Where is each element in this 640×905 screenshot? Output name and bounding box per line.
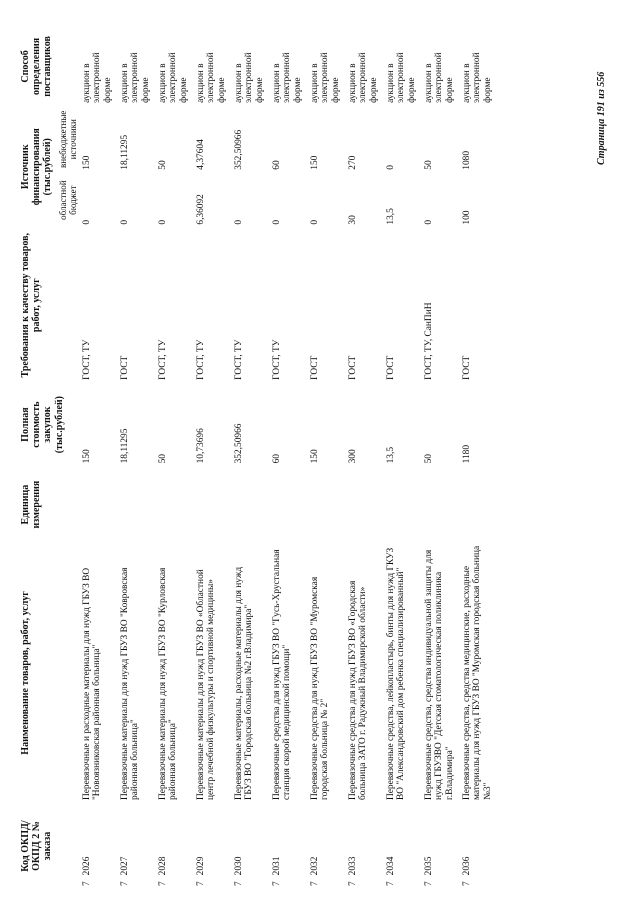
row-method: аукцион в электронной форме: [119, 52, 151, 103]
row-code: [156, 803, 194, 889]
row-regional-budget: 30: [347, 215, 358, 225]
row-regional-budget: 0: [423, 219, 434, 225]
row-extra-sources: 1080: [461, 150, 472, 170]
row-unit: [422, 466, 460, 542]
table-row: [270, 27, 308, 889]
table-row: [232, 27, 270, 889]
row-method: аукцион в электронной форме: [309, 52, 341, 103]
row-requirements: ГОСТ, ТУ: [157, 339, 168, 380]
header-total-cost: Полная стоимость закупок (тыс.рублей): [20, 396, 65, 454]
header-method: Способ определения поставщиков: [20, 36, 54, 97]
table-row: [80, 27, 118, 889]
row-method: аукцион в электронной форме: [81, 52, 113, 103]
row-code-prefix: 7: [271, 881, 282, 886]
row-name: Перевязочные средства для нужд ГБУЗ ВО «Городская больница ЗАТО г. Радужный Владимирской области»: [347, 580, 369, 801]
row-name: Перевязочные средства, средства индивидуальной защиты для нужд ГБУЗВО "Детская стоматологическая поликлиника г.Владимира": [423, 549, 455, 801]
row-requirements: ГОСТ, ТУ, СанПиН: [423, 302, 434, 380]
row-code-prefix: 7: [81, 881, 92, 886]
row-name: Перевязочные материалы для нужд ГБУЗ ВО "Ковровская районная больница": [119, 567, 141, 801]
row-method: аукцион в электронной форме: [423, 52, 455, 103]
row-unit: [156, 466, 194, 542]
row-extra-sources: 0: [385, 165, 396, 170]
row-method: аукцион в электронной форме: [347, 52, 379, 103]
row-regional-budget: 0: [271, 219, 282, 225]
table-row: [422, 27, 460, 889]
row-unit: [346, 466, 384, 542]
header-code: Код ОКПД/ ОКПД 2 № заказа: [20, 820, 54, 872]
row-unit: [308, 466, 346, 542]
row-name: Перевязочные материалы для нужд ГБУЗ ВО "Курловская районная больница": [157, 567, 179, 801]
row-code-number: 2028: [157, 856, 168, 876]
row-code: [194, 803, 232, 889]
row-unit: [194, 466, 232, 542]
row-method: аукцион в электронной форме: [461, 52, 493, 103]
row-code-number: 2033: [347, 856, 358, 876]
row-extra-sources: 18,11295: [119, 134, 130, 170]
row-extra-sources: 60: [271, 160, 282, 170]
row-unit: [460, 466, 498, 542]
table-body: [80, 27, 498, 889]
row-method: аукцион в электронной форме: [195, 52, 227, 103]
row-code: [308, 803, 346, 889]
table-row: [346, 27, 384, 889]
row-requirements: ГОСТ, ТУ: [271, 339, 282, 380]
row-total-cost: 50: [157, 454, 168, 464]
row-extra-sources: 150: [81, 155, 92, 170]
row-name: Перевязочные материалы, расходные материалы для нужд ГБУЗ ВО "Городская больница №2 г.Владимира": [233, 566, 255, 801]
row-extra-sources: 50: [423, 160, 434, 170]
row-extra-sources: 50: [157, 160, 168, 170]
row-name: Перевязочные средства для нужд ГБУЗ ВО "Гусь-Хрустальная станция скорой медицинской помощи": [271, 549, 293, 801]
row-method: аукцион в электронной форме: [271, 52, 303, 103]
row-code-number: 2036: [461, 856, 472, 876]
row-code-prefix: 7: [423, 881, 434, 886]
row-regional-budget: 100: [461, 210, 472, 225]
row-requirements: ГОСТ: [347, 355, 358, 380]
row-regional-budget: 6,36092: [195, 194, 206, 225]
row-code-number: 2029: [195, 856, 206, 876]
row-extra-sources: 4,37604: [195, 139, 206, 170]
table-row: [460, 27, 498, 889]
row-total-cost: 13,5: [385, 446, 396, 464]
row-total-cost: 60: [271, 454, 282, 464]
row-total-cost: 352,50966: [233, 423, 244, 464]
row-total-cost: 150: [309, 449, 320, 464]
row-regional-budget: 0: [119, 219, 130, 225]
row-regional-budget: 0: [309, 219, 320, 225]
row-code: [232, 803, 270, 889]
row-code-number: 2032: [309, 856, 320, 876]
row-method: аукцион в электронной форме: [385, 52, 417, 103]
row-unit: [232, 466, 270, 542]
header-extra-sources: внебюджетные источники: [57, 110, 78, 168]
row-total-cost: 10,73696: [195, 428, 206, 464]
row-unit: [80, 466, 118, 542]
table-row: [118, 27, 156, 889]
row-requirements: ГОСТ: [385, 355, 396, 380]
row-code-prefix: 7: [233, 881, 244, 886]
page-number: Страница 191 из 556: [596, 71, 607, 165]
row-extra-sources: 352,50966: [233, 129, 244, 170]
row-requirements: ГОСТ, ТУ: [81, 339, 92, 380]
row-code: [270, 803, 308, 889]
row-code-prefix: 7: [195, 881, 206, 886]
table-row: [308, 27, 346, 889]
procurement-table: [18, 27, 498, 889]
row-total-cost: 300: [347, 449, 358, 464]
row-requirements: ГОСТ, ТУ: [195, 339, 206, 380]
row-code-number: 2027: [119, 856, 130, 876]
row-code: [422, 803, 460, 889]
row-name: Перевязочные средства для нужд ГБУЗ ВО "Муромская городская больница № 2": [309, 576, 331, 801]
row-method: аукцион в электронной форме: [233, 52, 265, 103]
row-code: [460, 803, 498, 889]
row-extra-sources: 270: [347, 155, 358, 170]
header-requirements: Требования к качеству товаров, работ, услуг: [20, 232, 43, 378]
row-total-cost: 18,11295: [119, 428, 130, 464]
row-method: аукцион в электронной форме: [157, 52, 189, 103]
row-code-number: 2026: [81, 856, 92, 876]
row-code-prefix: 7: [157, 881, 168, 886]
row-requirements: ГОСТ: [309, 355, 320, 380]
row-regional-budget: 0: [81, 219, 92, 225]
row-code-prefix: 7: [309, 881, 320, 886]
row-total-cost: 150: [81, 449, 92, 464]
row-total-cost: 1180: [461, 444, 472, 464]
row-total-cost: 50: [423, 454, 434, 464]
header-regional-budget: областной бюджет: [57, 180, 78, 220]
row-code-prefix: 7: [461, 881, 472, 886]
table-row: [194, 27, 232, 889]
row-extra-sources: 150: [309, 155, 320, 170]
table-row: [384, 27, 422, 889]
row-code: [384, 803, 422, 889]
row-requirements: ГОСТ: [461, 355, 472, 380]
row-regional-budget: 0: [157, 219, 168, 225]
row-unit: [118, 466, 156, 542]
row-code: [80, 803, 118, 889]
table-row: [156, 27, 194, 889]
row-regional-budget: 13,5: [385, 208, 396, 225]
header-unit: Единица измерения: [20, 480, 43, 529]
row-code-prefix: 7: [119, 881, 130, 886]
row-code: [346, 803, 384, 889]
row-regional-budget: 0: [233, 219, 244, 225]
row-code-prefix: 7: [347, 881, 358, 886]
row-requirements: ГОСТ: [119, 355, 130, 380]
row-name: Перевязочные и расходные материалы для нужд ГБУЗ ВО "Новоязниковская районная больница": [81, 567, 103, 801]
row-requirements: ГОСТ, ТУ: [233, 339, 244, 380]
row-code-number: 2030: [233, 856, 244, 876]
row-unit: [384, 466, 422, 542]
row-code-number: 2031: [271, 856, 282, 876]
header-funding: Источник финансирования (тыс.рублей): [20, 128, 54, 206]
row-code-number: 2034: [385, 856, 396, 876]
row-code-number: 2035: [423, 856, 434, 876]
row-unit: [270, 466, 308, 542]
header-name: Наименование товаров, работ, услуг: [20, 591, 31, 755]
row-code-prefix: 7: [385, 881, 396, 886]
row-name: Перевязочные материалы для нужд ГБУЗ ВО «Областной центр лечебной физкультуры и спортивной медицины»: [195, 569, 217, 801]
row-name: Перевязочные средства, средства медицинские, расходные материалы для нужд ГБУЗ ВО "Муромская городская больница №3": [461, 545, 493, 801]
row-code: [118, 803, 156, 889]
row-name: Перевязочные средства, лейкопластырь, бинты для нужд ГКУЗ ВО "Александровский дом ребенка специализированный": [385, 547, 407, 801]
